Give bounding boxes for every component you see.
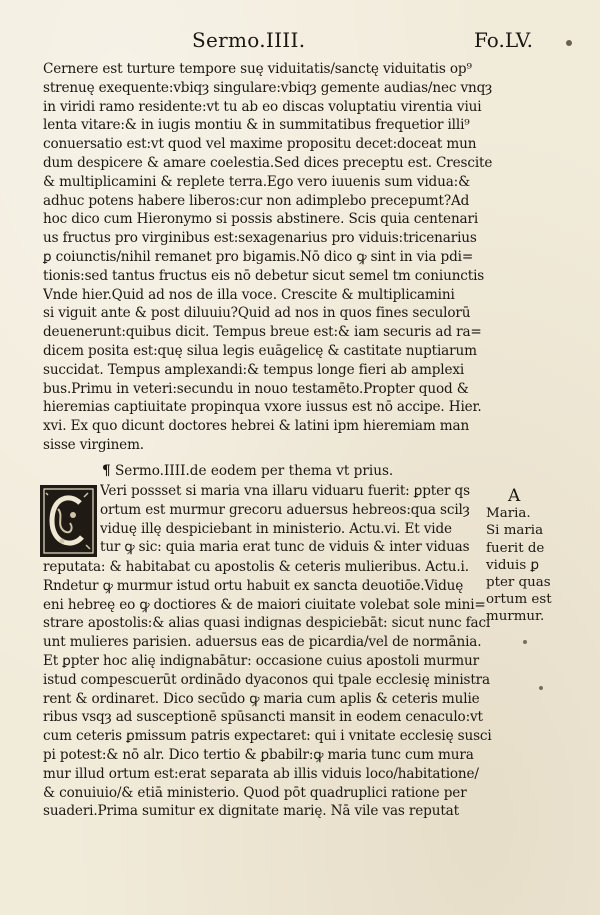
text-line: unt mulieres parisien. aduersus eas de picardia/vel de normānia. (43, 634, 482, 651)
text-line: & conuiuio/& etiā ministerio. Quod pōt quadruplici ratione per (43, 784, 467, 801)
marginal-note-line: murmur. (486, 609, 545, 625)
text-line: eni hebreę eo ꝙ doctiores & de maiori ciuitate volebat sole mini= (43, 596, 486, 613)
ink-speck (539, 686, 543, 690)
sermon-rubric (102, 462, 502, 481)
text-line: Et ꝑpter hoc alię indignabātur: occasione cuius apostoli murmur (43, 652, 479, 669)
text-line: adhuc potens habere liberos:cur non adimplebo precepumt?Ad (43, 192, 470, 209)
text-line: ribus vsqȝ ad susceptionē spūsancti mansit in eodem cenaculo:vt (43, 709, 483, 726)
text-line: strenuę exequente:vbiqȝ singulare:vbiqȝ gemente audias/nec vnqȝ (43, 79, 493, 96)
text-line: conuersatio est:vt quod vel maxime propositu decet:doceat mun (43, 136, 477, 153)
text-line: tur ꝙ sic: quia maria erat tunc de viduis & inter viduas (100, 539, 470, 556)
text-line: rent & ordinaret. Dico secūdo ꝙ maria cum aplis & ceteris mulie (43, 690, 480, 707)
text-line: dicem posita est:quę silua legis euāgelicę & castitate nuptiarum (43, 342, 477, 359)
text-line: suaderi.Prima sumitur ex dignitate marię. Nā vile vas reputat (43, 803, 459, 820)
text-line: reputata: & habitabat cu apostolis & ceteris mulieribus. Actu.i. (43, 559, 469, 575)
text-line: xvi. Ex quo dicunt doctores hebrei & latini ipm hieremiam man (43, 418, 470, 435)
text-line: pi potest:& nō alr. Dico tertio & ꝑbabilr:ꝙ maria tunc cum mura (43, 746, 474, 763)
text-line: Cernere est turture tempore suę viduitatis/sanctę viduitatis op⁹ (43, 61, 472, 77)
paragraph-2 (43, 558, 495, 821)
text-line: sisse virginem. (43, 436, 144, 453)
marginal-note-line: Si maria (486, 523, 544, 539)
text-line: strare apostolis:& alias quasi indignas despiciebāt: sicut nunc faci (43, 615, 491, 632)
text-line: Vnde hier.Quid ad nos de illa voce. Crescite & multiplicamini (43, 286, 455, 303)
text-line: ꝑ coiunctis/nihil remanet pro bigamis.Nō dico ꝙ sint in via pdi= (43, 248, 474, 265)
text-line: dum despicere & amare coelestia.Sed dices preceptu est. Crescite (43, 154, 493, 171)
text-line: hoc dico cum Hieronymo si possis abstinere. Scis quia centenari (43, 211, 479, 228)
text-line: bus.Primu in veteri:secundu in nouo testamēto.Propter quod & (43, 380, 469, 397)
marginal-note-line: Maria. (486, 506, 531, 522)
text-line: Veri possset si maria vna illaru viduaru fuerit: ꝑpter qs (100, 483, 470, 499)
text-line: Rndetur ꝙ murmur istud ortu habuit ex sancta deuotiōe.Viduę (43, 577, 464, 594)
text-line: deuenerunt:quibus dicit. Tempus breue est:& iam securis ad ra= (43, 324, 482, 341)
text-line: in viridi ramo residente:vt tu ab eo discas voluptatiu virentia viui (43, 98, 482, 115)
folio-number: Fo.LV. (474, 28, 534, 52)
text-line: lenta vitare:& in iugis montiu & in summitatibus frequetior illi⁹ (43, 117, 470, 134)
marginal-note-letter: A (508, 486, 521, 506)
page-header (0, 28, 600, 58)
text-line: mur illud ortum est:erat separata ab illis viduis loco/habitatione/ (43, 765, 479, 782)
text-line: viduę illę despiciebant in ministerio. Actu.vi. Et vide (100, 520, 452, 537)
running-head: Sermo.IIII. (192, 28, 306, 52)
marginal-note (486, 488, 581, 626)
text-line: cum ceteris ꝑmissum patris expectaret: qui i vnitate ecclesię susci (43, 728, 492, 745)
text-line: istud compescuerūt ordinādo dyaconos qui tpale ecclesię ministra (43, 671, 490, 688)
marginal-note-line: fuerit de (486, 540, 545, 556)
text-line: tionis:sed tantus fructus eis nō debetur sicut semel tm coniunctis (43, 267, 485, 284)
paragraph-2-indented (100, 482, 490, 557)
rubric-text: Sermo.IIII.de eodem per thema vt prius. (114, 463, 394, 479)
marginal-note-line: ortum est (486, 592, 552, 608)
decorated-initial-c-icon (40, 485, 97, 557)
marginal-note-line: pter quas (486, 574, 551, 590)
pilcrow-mark: ¶ (102, 463, 111, 479)
paragraph-1 (43, 60, 495, 455)
text-line: ortum est murmur grecoru aduersus hebreos:qua scilȝ (100, 501, 470, 518)
text-line: succidat. Tempus amplexandi:& tempus longe fieri ab amplexi (43, 361, 465, 378)
marginal-note-line: viduis ꝑ (486, 557, 539, 573)
text-line: hieremias captiuitate propinqua vxore iussus est nō accipe. Hier. (43, 399, 482, 416)
text-line: us fructus pro virginibus est:sexagenarius pro viduis:tricenarius (43, 230, 477, 247)
ink-speck (523, 640, 527, 644)
text-line: si viguit ante & post diluuiu?Quid ad nos in quos fines seculorū (43, 305, 471, 322)
text-line: & multiplicamini & replete terra.Ego vero iuuenis sum vidua:& (43, 173, 471, 190)
